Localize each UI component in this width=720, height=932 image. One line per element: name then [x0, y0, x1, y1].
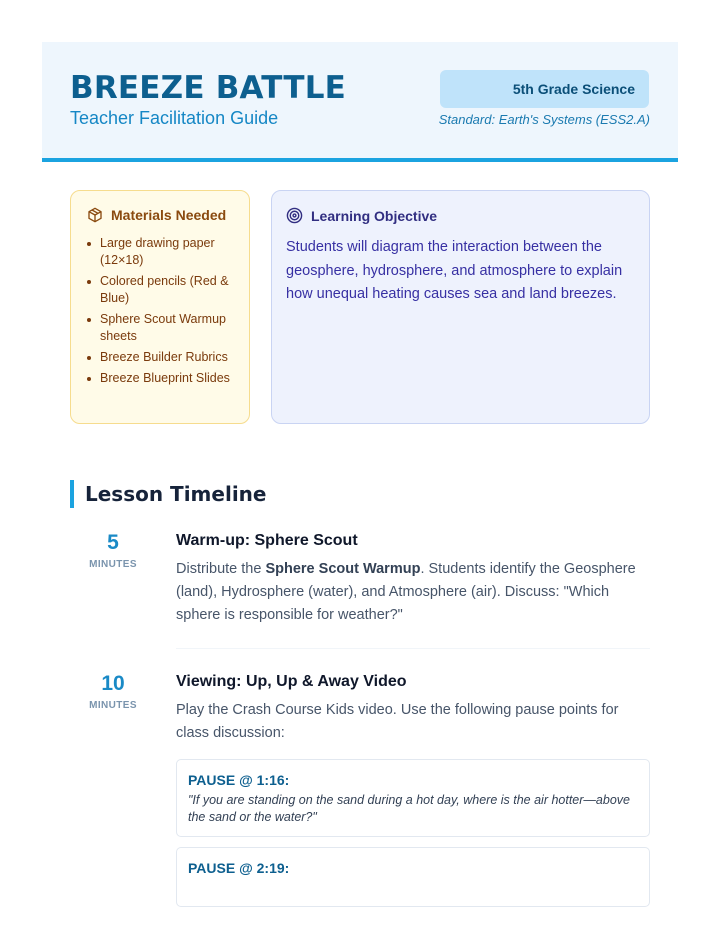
pause-point [176, 847, 650, 907]
objective-heading [286, 207, 635, 224]
list-item: Colored pencils (Red & Blue) [100, 273, 235, 307]
materials-heading-label: Materials Needed [111, 207, 227, 223]
pause-label: PAUSE @ 2:19: [188, 860, 290, 876]
materials-list [87, 235, 235, 387]
header [42, 42, 678, 162]
pause-label: PAUSE @ 1:16: [188, 772, 290, 788]
materials-card [70, 190, 250, 424]
grade-badge: 5th Grade Science [440, 70, 649, 108]
activity-description: Play the Crash Course Kids video. Use the following pause points for class discussion: [176, 702, 619, 741]
duration-number: 5 [107, 531, 119, 554]
page-subtitle: Teacher Facilitation Guide [70, 108, 279, 128]
timeline-divider [176, 648, 650, 649]
materials-heading [87, 207, 235, 223]
objective-heading-label: Learning Objective [311, 207, 438, 224]
description-text: Distribute the [176, 561, 266, 577]
box-icon [87, 207, 103, 223]
timeline-content [176, 530, 650, 627]
standard-label: Standard: Earth's Systems (ESS2.A) [438, 112, 650, 127]
timeline-content [176, 671, 650, 907]
description-text: . Students identify the Geosphere (land), Hydrosphere (water), and Atmosphere (air). Discuss: "Which sphere is responsible for weather?" [176, 561, 636, 623]
list-item: Breeze Builder Rubrics [100, 349, 235, 366]
timeline-duration [70, 530, 156, 570]
pause-question: "If you are standing on the sand during a hot day, where is the air hotter—above the sand or the water?" [188, 793, 630, 824]
activity-title: Warm-up: Sphere Scout [176, 532, 358, 549]
pause-point [176, 759, 650, 837]
list-item: Breeze Blueprint Slides [100, 370, 235, 387]
timeline-heading: Lesson Timeline [70, 480, 266, 508]
list-item: Sphere Scout Warmup sheets [100, 311, 235, 345]
activity-description [176, 558, 650, 627]
objective-text: Students will diagram the interaction between the geosphere, hydrosphere, and atmosphere to explain how unequal heating causes sea and land breezes. [286, 239, 623, 302]
list-item: Large drawing paper (12×18) [100, 235, 235, 269]
target-icon [286, 207, 303, 224]
objective-card [271, 190, 650, 424]
duration-unit: MINUTES [89, 559, 137, 570]
page-title: BREEZE BATTLE [70, 70, 347, 106]
activity-title: Viewing: Up, Up & Away Video [176, 673, 407, 690]
duration-number: 10 [101, 672, 125, 695]
description-emphasis: Sphere Scout Warmup [265, 561, 421, 577]
duration-unit: MINUTES [89, 700, 137, 711]
timeline-duration [70, 671, 156, 711]
